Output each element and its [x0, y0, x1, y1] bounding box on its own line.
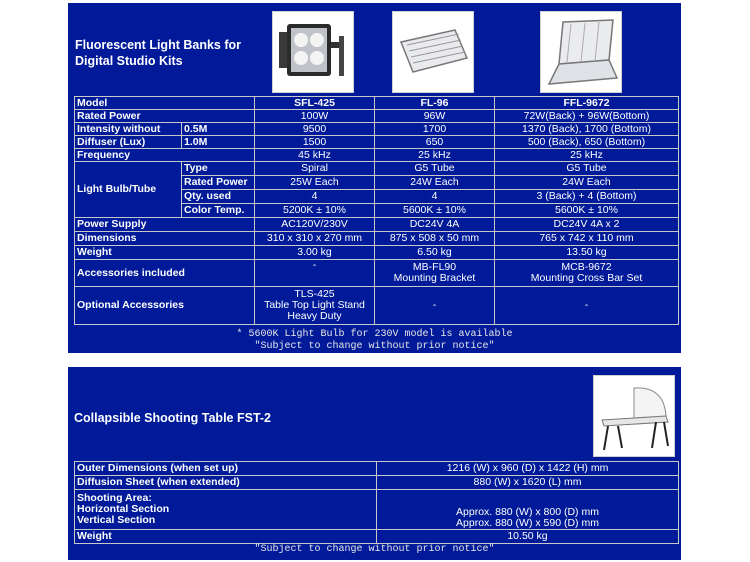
- row-label: [75, 490, 377, 530]
- cell-line: MCB-9672: [561, 261, 612, 273]
- cell: 3.00 kg: [255, 246, 375, 260]
- cell: 72W(Back) + 96W(Bottom): [495, 110, 679, 123]
- table-row: [75, 110, 679, 123]
- panel-title: Fluorescent Light Banks for Digital Studio Kits: [75, 38, 241, 68]
- sub-label: 1.0M: [182, 136, 255, 149]
- cell: -: [375, 287, 495, 325]
- col-header: FL-96: [375, 97, 495, 110]
- cell: 875 x 508 x 50 mm: [375, 232, 495, 246]
- cell: AC120V/230V: [255, 218, 375, 232]
- table-row: [75, 462, 679, 476]
- cell: 25 kHz: [375, 149, 495, 162]
- light-banks-spec-table: [74, 96, 679, 325]
- cell: [495, 260, 679, 287]
- table-row: [75, 246, 679, 260]
- shooting-table-panel: [68, 367, 681, 560]
- cell: 500 (Back), 650 (Bottom): [495, 136, 679, 149]
- cell-line: Mounting Cross Bar Set: [530, 272, 643, 284]
- cell: 310 x 310 x 270 mm: [255, 232, 375, 246]
- table-row: [75, 530, 679, 544]
- cell: 6.50 kg: [375, 246, 495, 260]
- sub-label: Qty. used: [182, 190, 255, 204]
- cell: 5600K ± 10%: [375, 204, 495, 218]
- cell-line: Horizontal Section: [77, 503, 170, 515]
- col-header: SFL-425: [255, 97, 375, 110]
- table-row: [75, 232, 679, 246]
- cell: Spiral: [255, 162, 375, 176]
- cell: 1500: [255, 136, 375, 149]
- cell: DC24V 4A x 2: [495, 218, 679, 232]
- cell: 13.50 kg: [495, 246, 679, 260]
- cell: 24W Each: [495, 176, 679, 190]
- cell: G5 Tube: [375, 162, 495, 176]
- cell-line: TLS-425: [294, 288, 335, 300]
- cell: DC24V 4A: [375, 218, 495, 232]
- disclaimer: "Subject to change without prior notice": [254, 544, 495, 555]
- table-row: [75, 287, 679, 325]
- cell: 25W Each: [255, 176, 375, 190]
- table-row: [75, 162, 679, 176]
- cell-line: Mounting Bracket: [393, 272, 476, 284]
- cell: 4: [375, 190, 495, 204]
- row-label: Optional Accessories: [75, 287, 255, 325]
- cell: 3 (Back) + 4 (Bottom): [495, 190, 679, 204]
- cell-line: Vertical Section: [77, 514, 156, 526]
- cell: 4: [255, 190, 375, 204]
- cell: 1216 (W) x 960 (D) x 1422 (H) mm: [377, 462, 679, 476]
- cell-line: Heavy Duty: [287, 310, 342, 322]
- row-label: Light Bulb/Tube: [75, 162, 182, 218]
- col-header: FFL-9672: [495, 97, 679, 110]
- sub-label: Color Temp.: [182, 204, 255, 218]
- cell-line: Approx. 880 (W) x 590 (D) mm: [456, 517, 599, 529]
- cell: 10.50 kg: [377, 530, 679, 544]
- row-label: Frequency: [75, 149, 255, 162]
- ffl-9672-photo: [540, 11, 622, 93]
- cell-line: Shooting Area:: [77, 492, 152, 504]
- cell: 765 x 742 x 110 mm: [495, 232, 679, 246]
- fl-96-photo: [392, 11, 474, 93]
- light-banks-panel: [68, 3, 681, 353]
- row-label: Weight: [75, 246, 255, 260]
- row-label: Outer Dimensions (when set up): [75, 462, 377, 476]
- panel-title: Collapsible Shooting Table FST-2: [74, 411, 272, 425]
- cell-line: Table Top Light Stand: [264, 299, 365, 311]
- sfl-425-photo: [272, 11, 354, 93]
- table-row: [75, 218, 679, 232]
- cell: -: [255, 260, 375, 287]
- cell: 5600K ± 10%: [495, 204, 679, 218]
- cell: 25 kHz: [495, 149, 679, 162]
- table-row: [75, 490, 679, 530]
- table-row: [75, 136, 679, 149]
- cell: 45 kHz: [255, 149, 375, 162]
- row-label: Weight: [75, 530, 377, 544]
- cell: 100W: [255, 110, 375, 123]
- table-row: [75, 260, 679, 287]
- table-row: [75, 476, 679, 490]
- row-label: Diffuser (Lux): [75, 136, 182, 149]
- cell: 1700: [375, 123, 495, 136]
- sub-label: Type: [182, 162, 255, 176]
- cell: 1370 (Back), 1700 (Bottom): [495, 123, 679, 136]
- cell: G5 Tube: [495, 162, 679, 176]
- cell: 24W Each: [375, 176, 495, 190]
- cell: 9500: [255, 123, 375, 136]
- cell: 96W: [375, 110, 495, 123]
- shooting-table-spec-table: [74, 461, 679, 544]
- cell: [375, 260, 495, 287]
- sub-label: 0.5M: [182, 123, 255, 136]
- sub-label: Rated Power: [182, 176, 255, 190]
- cell: [377, 490, 679, 530]
- cell: 5200K ± 10%: [255, 204, 375, 218]
- table-row: [75, 149, 679, 162]
- cell: -: [495, 287, 679, 325]
- cell: [255, 287, 375, 325]
- cell: 880 (W) x 1620 (L) mm: [377, 476, 679, 490]
- row-label: Model: [75, 97, 255, 110]
- fst-2-photo: [593, 375, 675, 457]
- cell-line: Approx. 880 (W) x 800 (D) mm: [456, 506, 599, 518]
- cell: 650: [375, 136, 495, 149]
- row-label: Rated Power: [75, 110, 255, 123]
- row-label: Diffusion Sheet (when extended): [75, 476, 377, 490]
- table-row: [75, 97, 679, 110]
- row-label: Dimensions: [75, 232, 255, 246]
- disclaimer: "Subject to change without prior notice": [254, 341, 495, 352]
- row-label: Intensity without: [75, 123, 182, 136]
- row-label: Power Supply: [75, 218, 255, 232]
- footnote: * 5600K Light Bulb for 230V model is available: [236, 329, 513, 340]
- table-row: [75, 123, 679, 136]
- row-label: Accessories included: [75, 260, 255, 287]
- cell-line: MB-FL90: [412, 261, 457, 273]
